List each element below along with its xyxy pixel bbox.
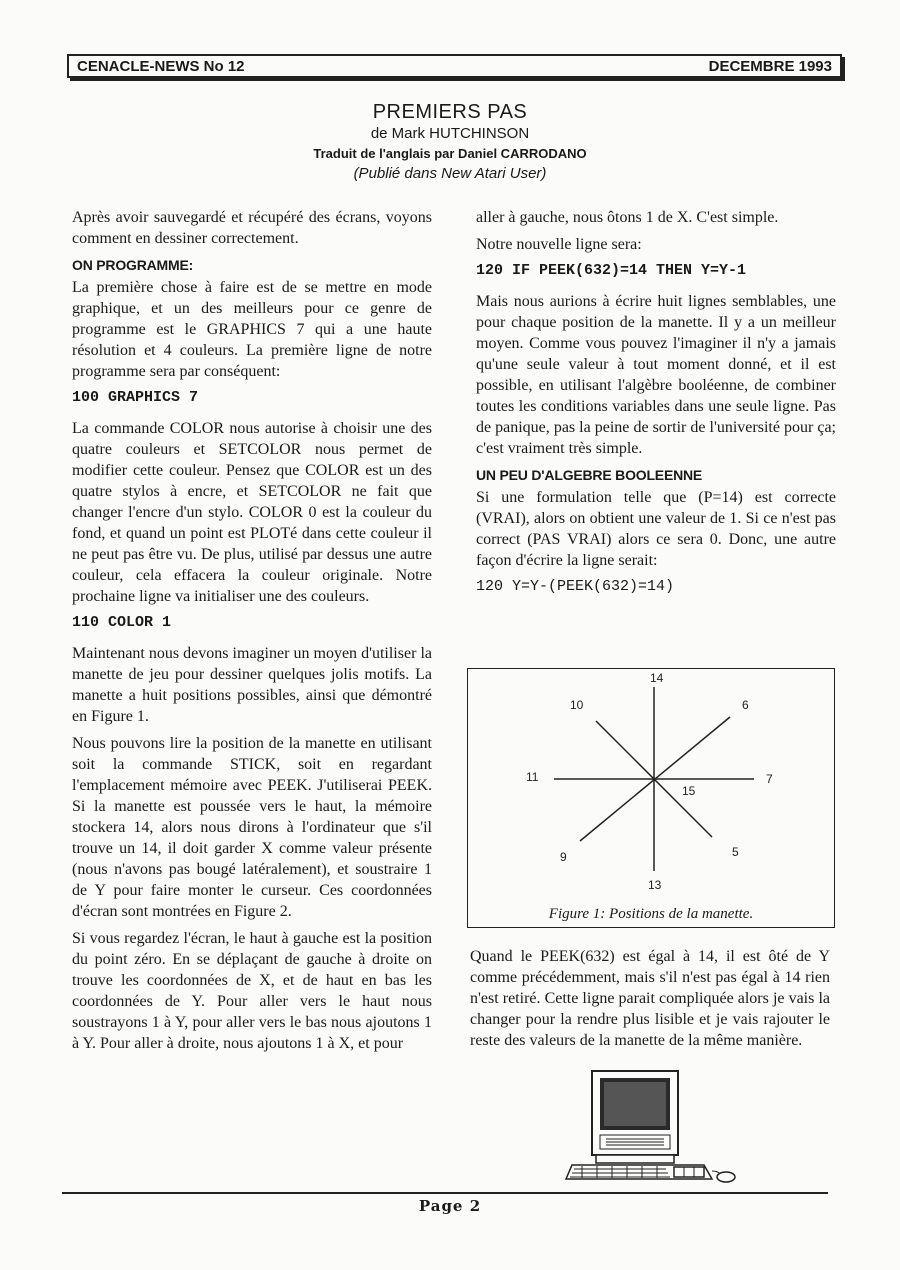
paragraph: Notre nouvelle ligne sera:: [476, 236, 642, 253]
position-label-center: 15: [682, 784, 696, 798]
computer-illustration: [552, 1067, 742, 1187]
position-label-left: 11: [526, 770, 539, 784]
paragraph: aller à gauche, nous ôtons 1 de X. C'est simple.: [476, 209, 779, 226]
article-source: (Publié dans New Atari User): [353, 165, 547, 182]
joystick-figure: [467, 668, 835, 928]
page-number: Page 2: [418, 1197, 482, 1215]
position-label-up-left: 10: [570, 698, 584, 712]
newsletter-header: [67, 54, 842, 78]
newsletter-date: DECEMBRE 1993: [708, 57, 832, 75]
position-label-right: 7: [766, 772, 773, 786]
right-column: [476, 207, 836, 603]
footer-divider: [62, 1192, 828, 1194]
section-heading: UN PEU D'ALGEBRE BOOLEENNE: [476, 467, 703, 483]
code-line: 120 Y=Y-(PEEK(632)=14): [476, 578, 675, 595]
section-heading: ON PROGRAMME:: [72, 257, 194, 273]
position-label-up-right: 6: [742, 698, 749, 712]
paragraph: Mais nous aurions à écrire huit lignes semblables, une pour chaque position de la manette. Il y a un meilleur moyen. Comme vous pouvez l'imaginer il n'y a jamais qu'une seule valeur à tout moment donné, et il est possible, en utilisant l'algèbre booléenne, de combiner toutes les conditions variables dans une seule ligne. Pas de panique, pas la peine de sortir de l'université pour ça; c'est vraiment très simple.: [476, 293, 836, 457]
right-column-continued: [470, 946, 830, 1057]
code-line: 100 GRAPHICS 7: [72, 389, 199, 406]
paragraph: Quand le PEEK(632) est égal à 14, il est ôté de Y comme précédemment, mais s'il n'est pas égal à 14 rien n'est retiré. Cette ligne parait compliquée alors je vais la changer pour la rendre plus lisible et je vais rajouter le reste des valeurs de la manette de la même manière.: [470, 948, 830, 1049]
figure-caption: Figure 1: Positions de la manette.: [548, 906, 754, 922]
code-line: 120 IF PEEK(632)=14 THEN Y=Y-1: [476, 262, 747, 279]
position-label-down-right: 5: [732, 845, 739, 859]
article-title-block: [60, 100, 840, 184]
paragraph: Si vous regardez l'écran, le haut à gauche est la position du point zéro. En se déplaçant de gauche à droite on trouve les coordonnées de X, et de haut en bas les coordonnées de Y. Pour aller vers le haut nous soustrayons 1 à Y, pour aller vers le bas nous ajoutons 1 à Y. Pour aller à droite, nous ajoutons 1 à X, et pour: [72, 930, 432, 1052]
paragraph: La commande COLOR nous autorise à choisir une des quatre couleurs et SETCOLOR nous permet de modifier cette couleur. Pensez que COLOR est un des quatre stylos à encre, et SETCOLOR ne fait que changer l'encre d'un stylo. COLOR 0 est la couleur du fond, et quand un point est PLOTé dans cette couleur il ne peut pas être vu. De plus, utilisé par dessus une autre couleur, cela effacera la couleur originale. Notre prochaine ligne va initialiser une des couleurs.: [72, 420, 432, 605]
article-author: de Mark HUTCHINSON: [370, 125, 530, 142]
paragraph: Si une formulation telle que (P=14) est correcte (VRAI), alors on obtient une valeur de 1. Si ce n'est pas correct (PAS VRAI) alors ce sera 0. Donc, une autre façon d'écrire la ligne serait:: [476, 489, 836, 569]
position-label-down-left: 9: [560, 850, 567, 864]
paragraph: Après avoir sauvegardé et récupéré des écrans, voyons comment en dessiner correctement.: [72, 209, 432, 247]
paragraph: Nous pouvons lire la position de la manette en utilisant soit la commande STICK, soit en regardant l'emplacement mémoire avec PEEK. J'utiliserai PEEK. Si la manette est poussée vers le haut, la mémoire stockera 14, alors nous dirons à l'ordinateur que s'il trouve un 14, il doit garder X comme valeur présente (nous n'avons pas bougé latéralement), et soustraire 1 de Y pour faire monter le curseur. Ces coordonnées d'écran sont montrées en Figure 2.: [72, 735, 432, 920]
paragraph: La première chose à faire est de se mettre en mode graphique, et un des meilleurs pour ce genre de programme est le GRAPHICS 7 qui a une haute résolution et 4 couleurs. La première ligne de notre programme sera par conséquent:: [72, 279, 432, 380]
position-label-down: 13: [648, 878, 662, 892]
newsletter-issue: CENACLE-NEWS No 12: [77, 57, 245, 75]
joystick-diagram: [468, 669, 833, 899]
direction-lines: [554, 687, 754, 871]
left-column: [72, 207, 432, 1060]
article-title: PREMIERS PAS: [372, 101, 528, 123]
article-translator: Traduit de l'anglais par Daniel CARRODANO: [313, 146, 587, 161]
position-label-up: 14: [650, 671, 664, 685]
paragraph: Maintenant nous devons imaginer un moyen d'utiliser la manette de jeu pour dessiner quelques jolis motifs. La manette a huit positions possibles, ainsi que démontré en Figure 1.: [72, 645, 432, 725]
code-line: 110 COLOR 1: [72, 614, 172, 631]
